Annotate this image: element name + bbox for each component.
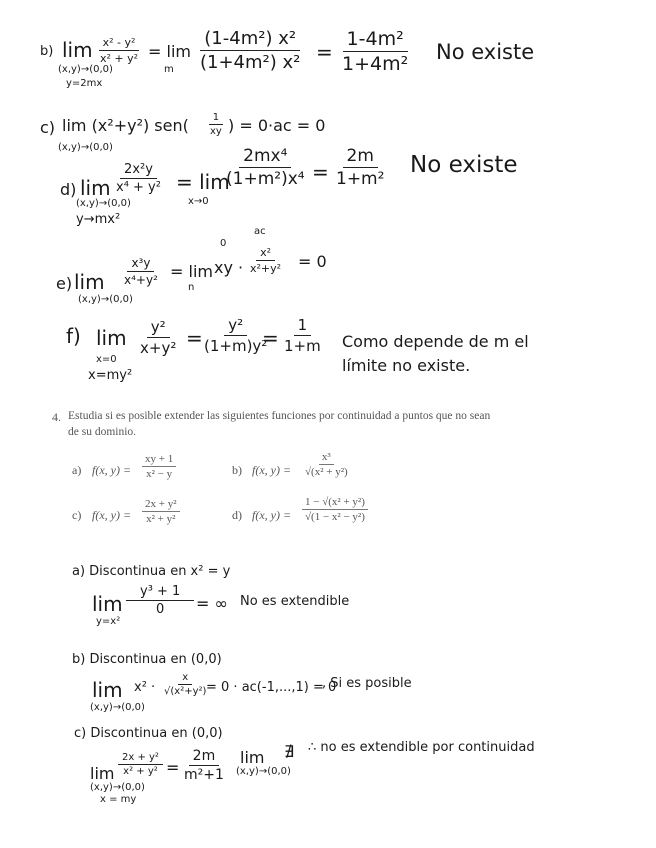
- problem4-c-den: x² + y²: [146, 513, 176, 525]
- part-f-frac3-num: 1: [294, 316, 312, 336]
- sol-a-comment: No es extendible: [240, 594, 350, 609]
- part-f-comment-line1: Como depende de m el: [342, 332, 529, 351]
- sol-c-sub1: (x,y)→(0,0): [90, 782, 145, 793]
- part-e-frac1: [120, 256, 162, 287]
- part-b-eq1-sub: m: [164, 64, 174, 75]
- part-d-frac2-num: 2mx⁴: [239, 146, 291, 168]
- problem4-number: 4.: [52, 410, 61, 424]
- sol-a-sub: y=x²: [96, 616, 121, 627]
- part-d-frac3: [332, 146, 388, 189]
- problem4-a-label: a): [72, 463, 82, 477]
- part-c-sen-frac: [206, 112, 226, 137]
- part-d-sub1: (x,y)→(0,0): [76, 198, 131, 209]
- part-f-frac1-den: x+y²: [140, 339, 177, 357]
- sol-c-heading: c) Discontinua en (0,0): [74, 726, 223, 741]
- part-e-xy: xy ·: [214, 258, 244, 277]
- part-d-eq2: =: [312, 160, 329, 184]
- part-f-frac3: [280, 316, 325, 355]
- sol-c-lim2-sub: (x,y)→(0,0): [236, 766, 291, 777]
- sol-b-result: = 0 · ac(-1,...,1) = 0: [206, 680, 337, 695]
- part-f-frac3-den: 1+m: [284, 337, 321, 355]
- part-f-eq1: =: [186, 326, 203, 350]
- part-e-frac2-num: x²: [256, 246, 275, 261]
- part-d-label: d): [60, 180, 77, 199]
- sol-c-lim: lim: [90, 764, 115, 783]
- problem4-d-label: d): [232, 508, 242, 522]
- sol-c-comment: ∴ no es extendible por continuidad: [308, 740, 535, 755]
- problem4-b-lhs: f(x, y) =: [252, 463, 292, 477]
- sol-c-nexists: ∄: [284, 742, 295, 761]
- part-b-frac3-num: 1-4m²: [343, 28, 408, 52]
- part-d-frac1-num: 2x²y: [120, 162, 157, 179]
- problem4-a-frac: [142, 453, 176, 480]
- sol-b-lim: lim: [92, 678, 123, 702]
- part-b-frac2-num: (1-4m²) x²: [200, 28, 300, 51]
- problem4-c-lhs: f(x, y) =: [92, 508, 132, 522]
- part-b-frac3-den: 1+4m²: [342, 53, 409, 75]
- problem4-d-frac: [302, 496, 368, 523]
- part-c-sen-den: xy: [210, 126, 222, 137]
- part-c-expr: lim (x²+y²) sen(: [62, 116, 189, 135]
- part-b-sub1: (x,y)→(0,0): [58, 64, 113, 75]
- part-e-frac1-num: x³y: [127, 256, 154, 272]
- sol-c-sub2: x = my: [100, 794, 137, 805]
- sol-b-den: √(x²+y²): [164, 686, 207, 697]
- part-e-frac2: [246, 246, 285, 275]
- sol-b-num: x: [178, 672, 192, 685]
- part-d-frac1-den: x⁴ + y²: [116, 180, 161, 195]
- part-d-eq1-sub: x→0: [188, 196, 209, 207]
- part-f-frac2: [200, 316, 271, 355]
- part-f-frac1: [136, 318, 180, 357]
- part-f-eq2: =: [262, 326, 279, 350]
- part-f-comment-line2: límite no existe.: [342, 356, 471, 375]
- sol-b-sub: (x,y)→(0,0): [90, 702, 145, 713]
- part-b-frac1-den: x² + y²: [100, 52, 139, 65]
- problem4-b-label: b): [232, 463, 242, 477]
- part-b-frac1: [96, 36, 142, 65]
- part-f-frac2-den: (1+m)y²: [204, 337, 268, 355]
- part-d-result: No existe: [410, 152, 518, 178]
- part-d-frac2: [222, 146, 309, 189]
- part-b-eq2: =: [316, 40, 333, 64]
- sol-c-num2: 2m: [189, 748, 220, 766]
- part-c-sen-num: 1: [209, 112, 223, 125]
- part-e-sub: (x,y)→(0,0): [78, 294, 133, 305]
- part-e-lim: lim: [74, 270, 105, 294]
- problem4-a-den: x² − y: [146, 468, 173, 480]
- sol-b-comment: , Si es posible: [322, 676, 412, 691]
- part-f-label: f): [66, 324, 81, 348]
- part-f-sub1: x=0: [96, 354, 117, 365]
- part-f-frac1-num: y²: [147, 318, 170, 338]
- part-e-result: = 0: [298, 252, 327, 271]
- part-f-sub2: x=my²: [88, 368, 133, 383]
- part-b-label: b): [40, 44, 54, 59]
- part-e-eq1: = lim: [170, 262, 213, 281]
- part-b-frac3: [338, 28, 412, 75]
- part-e-over-zero: 0: [220, 238, 227, 249]
- problem4-d-num: 1 − √(x² + y²): [302, 496, 368, 510]
- sol-a-result: = ∞: [196, 594, 228, 613]
- part-b-sub2: y=2mx: [66, 78, 103, 89]
- sol-c-eq: =: [166, 758, 180, 777]
- sol-c-den: x² + y²: [123, 766, 158, 777]
- part-d-sub2: y→mx²: [76, 212, 121, 227]
- sol-c-frac1: [118, 752, 163, 777]
- sol-c-num: 2x + y²: [118, 752, 163, 765]
- part-b-frac1-num: x² - y²: [99, 36, 140, 51]
- problem4-a-lhs: f(x, y) =: [92, 463, 132, 477]
- part-d-eq1: = lim: [176, 170, 230, 194]
- problem4-c-num: 2x + y²: [142, 498, 180, 512]
- part-c-expr-end: ) = 0·ac = 0: [228, 116, 326, 135]
- part-d-frac3-den: 1+m²: [336, 169, 385, 189]
- problem4-line1: Estudia si es posible extender las siguientes funciones por continuidad a puntos que no sean: [68, 410, 491, 422]
- sol-a-num: y³ + 1: [126, 584, 194, 601]
- part-f-frac2-num: y²: [224, 316, 247, 336]
- part-e-over-ac: ac: [254, 226, 266, 237]
- part-b-eq1: = lim: [148, 42, 191, 61]
- problem4-c-frac: [142, 498, 180, 525]
- sol-c-den2: m²+1: [184, 767, 224, 783]
- problem4-c-label: c): [72, 508, 82, 522]
- part-d-frac2-den: (1+m²)x⁴: [226, 169, 305, 189]
- sol-a-heading: a) Discontinua en x² = y: [72, 564, 231, 579]
- problem4-b-den: √(x² + y²): [305, 466, 348, 478]
- part-f-lim: lim: [96, 326, 127, 350]
- part-d-frac3-num: 2m: [343, 146, 378, 168]
- part-b-result: No existe: [436, 40, 535, 64]
- part-b-frac2-den: (1+4m²) x²: [200, 52, 301, 73]
- sol-b-x2: x² ·: [134, 680, 156, 695]
- sol-a-frac: [126, 584, 194, 617]
- sol-a-lim: lim: [92, 592, 123, 616]
- part-d-lim: lim: [80, 176, 111, 200]
- part-b-frac2: [196, 28, 304, 73]
- problem4-b-num: x³: [319, 451, 334, 465]
- problem4-line2: de su dominio.: [68, 426, 137, 438]
- problem4-a-num: xy + 1: [142, 453, 176, 467]
- part-b-lim: lim: [62, 38, 93, 62]
- part-e-eq1-sub: n: [188, 282, 195, 293]
- part-d-frac1: [112, 162, 165, 195]
- part-e-frac1-den: x⁴+y²: [124, 273, 158, 287]
- problem4-d-lhs: f(x, y) =: [252, 508, 292, 522]
- sol-c-lim2: lim: [240, 748, 265, 767]
- problem4-d-den: √(1 − x² − y²): [305, 511, 365, 523]
- sol-b-frac: [160, 672, 210, 697]
- sol-b-heading: b) Discontinua en (0,0): [72, 652, 222, 667]
- part-e-frac2-den: x²+y²: [250, 262, 282, 275]
- sol-a-den: 0: [156, 602, 165, 617]
- part-e-label: e): [56, 274, 73, 293]
- sol-c-frac2: [180, 748, 228, 783]
- problem4-b-frac: [302, 451, 351, 478]
- part-c-sub: (x,y)→(0,0): [58, 142, 113, 153]
- part-c-label: c): [40, 118, 56, 137]
